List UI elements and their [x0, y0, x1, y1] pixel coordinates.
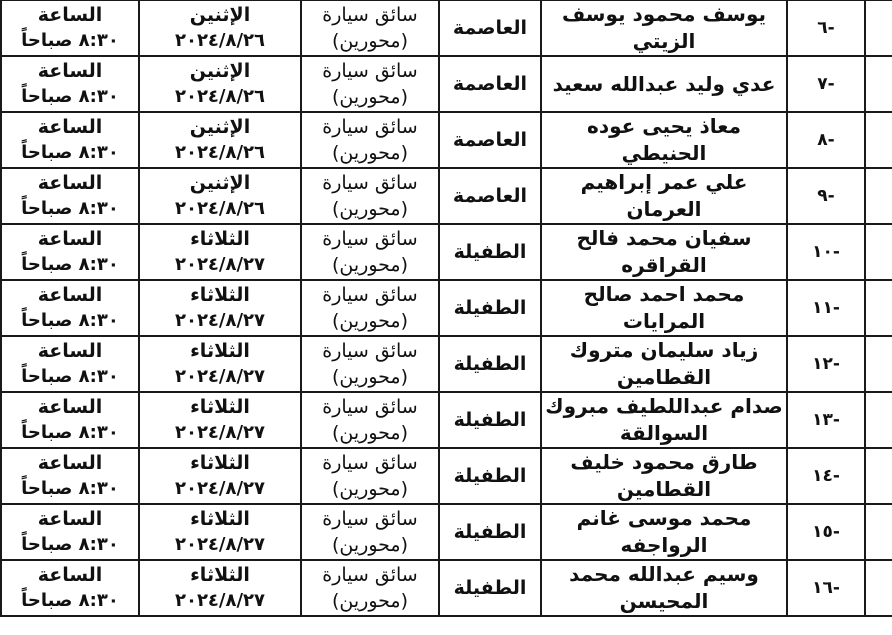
- interview-time-cell: [1, 168, 139, 224]
- interview-time-value: ٨:٣٠ صباحاً: [21, 254, 119, 275]
- job-title-cell: [301, 504, 439, 560]
- table-row: [1, 280, 892, 336]
- row-gutter-cell: [865, 448, 892, 504]
- governorate-cell: العاصمة: [439, 0, 541, 56]
- interview-time-value: ٨:٣٠ صباحاً: [21, 86, 119, 107]
- job-title-line-2: (محورين): [332, 590, 409, 612]
- table-row: [1, 224, 892, 280]
- governorate-cell: الطفيلة: [439, 336, 541, 392]
- serial-number-cell: -١٢: [787, 336, 865, 392]
- interview-time-value: ٨:٣٠ صباحاً: [21, 422, 119, 443]
- job-title-cell: [301, 448, 439, 504]
- interview-time-label: الساعة: [37, 340, 103, 362]
- interview-time-cell: [1, 336, 139, 392]
- candidate-name-cell: طارق محمود خليف القطامين: [541, 448, 787, 504]
- job-title-cell: [301, 0, 439, 56]
- interview-date: ٢٠٢٤/٨/٢٧: [174, 422, 266, 443]
- roster-table-body: [1, 0, 892, 616]
- interview-time-cell: [1, 392, 139, 448]
- interview-date-cell: [139, 280, 301, 336]
- job-title-cell: [301, 168, 439, 224]
- interview-day: الثلاثاء: [190, 284, 250, 306]
- interview-time-label: الساعة: [37, 396, 103, 418]
- interview-time-value: ٨:٣٠ صباحاً: [21, 534, 119, 555]
- interview-time-cell: [1, 224, 139, 280]
- serial-number-cell: -١٦: [787, 560, 865, 616]
- candidate-name-cell: زياد سليمان متروك القطامين: [541, 336, 787, 392]
- job-title-cell: [301, 560, 439, 616]
- interview-day: الثلاثاء: [190, 452, 250, 474]
- governorate-cell: الطفيلة: [439, 280, 541, 336]
- serial-number-cell: -٨: [787, 112, 865, 168]
- interview-day: الإثنين: [189, 116, 251, 138]
- job-title-line-2: (محورين): [332, 86, 409, 108]
- interview-date-cell: [139, 336, 301, 392]
- interview-date: ٢٠٢٤/٨/٢٧: [174, 310, 266, 331]
- interview-date-cell: [139, 0, 301, 56]
- candidate-name-cell: محمد موسى غانم الرواجفه: [541, 504, 787, 560]
- candidate-name-cell: محمد احمد صالح المرايات: [541, 280, 787, 336]
- job-title-line-2: (محورين): [332, 30, 409, 52]
- job-title-line-2: (محورين): [332, 366, 409, 388]
- interview-date-cell: [139, 560, 301, 616]
- interview-date: ٢٠٢٤/٨/٢٦: [174, 142, 266, 163]
- interview-date-cell: [139, 504, 301, 560]
- interview-time-value: ٨:٣٠ صباحاً: [21, 310, 119, 331]
- job-title-line-1: سائق سيارة: [322, 452, 418, 474]
- table-row: [1, 112, 892, 168]
- interview-date: ٢٠٢٤/٨/٢٧: [174, 366, 266, 387]
- serial-number-cell: -١١: [787, 280, 865, 336]
- interview-date: ٢٠٢٤/٨/٢٦: [174, 198, 266, 219]
- interview-time-cell: [1, 112, 139, 168]
- row-gutter-cell: [865, 392, 892, 448]
- job-title-line-1: سائق سيارة: [322, 564, 418, 586]
- job-title-line-1: سائق سيارة: [322, 396, 418, 418]
- job-title-cell: [301, 112, 439, 168]
- table-row: [1, 168, 892, 224]
- table-row: [1, 56, 892, 112]
- interview-time-label: الساعة: [37, 508, 103, 530]
- interview-time-cell: [1, 448, 139, 504]
- table-row: [1, 560, 892, 616]
- interview-date-cell: [139, 224, 301, 280]
- job-title-line-2: (محورين): [332, 142, 409, 164]
- row-gutter-cell: [865, 280, 892, 336]
- interview-time-value: ٨:٣٠ صباحاً: [21, 142, 119, 163]
- job-title-line-2: (محورين): [332, 422, 409, 444]
- interview-date-cell: [139, 168, 301, 224]
- serial-number-cell: -٩: [787, 168, 865, 224]
- table-row: [1, 392, 892, 448]
- row-gutter-cell: [865, 168, 892, 224]
- interview-time-cell: [1, 560, 139, 616]
- job-title-cell: [301, 336, 439, 392]
- job-title-line-1: سائق سيارة: [322, 60, 418, 82]
- interview-day: الثلاثاء: [190, 564, 250, 586]
- interview-time-value: ٨:٣٠ صباحاً: [21, 30, 119, 51]
- candidate-name-cell: يوسف محمود يوسف الزيتي: [541, 0, 787, 56]
- interview-time-label: الساعة: [37, 4, 103, 26]
- job-title-cell: [301, 280, 439, 336]
- candidate-name-cell: صدام عبداللطيف مبروك السوالقة: [541, 392, 787, 448]
- candidate-name-cell: عدي وليد عبدالله سعيد: [541, 56, 787, 112]
- serial-number-cell: -١٠: [787, 224, 865, 280]
- serial-number-cell: -١٣: [787, 392, 865, 448]
- interview-day: الثلاثاء: [190, 508, 250, 530]
- interview-time-cell: [1, 0, 139, 56]
- row-gutter-cell: [865, 56, 892, 112]
- job-title-line-1: سائق سيارة: [322, 284, 418, 306]
- row-gutter-cell: [865, 560, 892, 616]
- row-gutter-cell: [865, 504, 892, 560]
- interview-date: ٢٠٢٤/٨/٢٦: [174, 86, 266, 107]
- governorate-cell: العاصمة: [439, 56, 541, 112]
- row-gutter-cell: [865, 224, 892, 280]
- row-gutter-cell: [865, 0, 892, 56]
- governorate-cell: الطفيلة: [439, 560, 541, 616]
- governorate-cell: الطفيلة: [439, 504, 541, 560]
- serial-number-cell: -٧: [787, 56, 865, 112]
- job-title-line-1: سائق سيارة: [322, 116, 418, 138]
- job-title-line-1: سائق سيارة: [322, 508, 418, 530]
- row-gutter-cell: [865, 112, 892, 168]
- interview-day: الإثنين: [189, 60, 251, 82]
- interview-time-cell: [1, 56, 139, 112]
- governorate-cell: الطفيلة: [439, 392, 541, 448]
- interview-time-value: ٨:٣٠ صباحاً: [21, 198, 119, 219]
- row-gutter-cell: [865, 336, 892, 392]
- job-title-line-2: (محورين): [332, 534, 409, 556]
- candidate-name-cell: سفيان محمد فالح القراقره: [541, 224, 787, 280]
- interview-time-cell: [1, 504, 139, 560]
- interview-day: الثلاثاء: [190, 228, 250, 250]
- job-title-line-2: (محورين): [332, 254, 409, 276]
- interview-time-label: الساعة: [37, 116, 103, 138]
- governorate-cell: العاصمة: [439, 168, 541, 224]
- job-title-line-2: (محورين): [332, 198, 409, 220]
- interview-time-label: الساعة: [37, 284, 103, 306]
- job-title-line-2: (محورين): [332, 310, 409, 332]
- table-row: [1, 336, 892, 392]
- interview-date: ٢٠٢٤/٨/٢٧: [174, 590, 266, 611]
- job-title-line-1: سائق سيارة: [322, 340, 418, 362]
- job-title-line-1: سائق سيارة: [322, 228, 418, 250]
- interview-day: الإثنين: [189, 4, 251, 26]
- candidate-name-cell: علي عمر إبراهيم العرمان: [541, 168, 787, 224]
- interview-day: الثلاثاء: [190, 340, 250, 362]
- interview-day: الإثنين: [189, 172, 251, 194]
- interview-time-value: ٨:٣٠ صباحاً: [21, 478, 119, 499]
- job-title-line-2: (محورين): [332, 478, 409, 500]
- job-title-line-1: سائق سيارة: [322, 172, 418, 194]
- candidate-name-cell: وسيم عبدالله محمد المحيسن: [541, 560, 787, 616]
- table-row: [1, 504, 892, 560]
- candidate-name-cell: معاذ يحيى عوده الحنيطي: [541, 112, 787, 168]
- serial-number-cell: -١٤: [787, 448, 865, 504]
- governorate-cell: العاصمة: [439, 112, 541, 168]
- job-title-cell: [301, 56, 439, 112]
- table-row: [1, 448, 892, 504]
- governorate-cell: الطفيلة: [439, 224, 541, 280]
- interview-date: ٢٠٢٤/٨/٢٦: [174, 30, 266, 51]
- interview-date-cell: [139, 448, 301, 504]
- job-title-cell: [301, 224, 439, 280]
- interview-time-label: الساعة: [37, 172, 103, 194]
- table-row: [1, 0, 892, 56]
- job-title-cell: [301, 392, 439, 448]
- interview-time-label: الساعة: [37, 564, 103, 586]
- interview-date-cell: [139, 112, 301, 168]
- job-title-line-1: سائق سيارة: [322, 4, 418, 26]
- interview-time-value: ٨:٣٠ صباحاً: [21, 590, 119, 611]
- interview-time-label: الساعة: [37, 452, 103, 474]
- interview-time-cell: [1, 280, 139, 336]
- interview-date: ٢٠٢٤/٨/٢٧: [174, 478, 266, 499]
- interview-date: ٢٠٢٤/٨/٢٧: [174, 534, 266, 555]
- interview-time-label: الساعة: [37, 228, 103, 250]
- interview-date-cell: [139, 392, 301, 448]
- interview-day: الثلاثاء: [190, 396, 250, 418]
- governorate-cell: الطفيلة: [439, 448, 541, 504]
- interview-time-value: ٨:٣٠ صباحاً: [21, 366, 119, 387]
- serial-number-cell: -١٥: [787, 504, 865, 560]
- interview-date-cell: [139, 56, 301, 112]
- serial-number-cell: -٦: [787, 0, 865, 56]
- interview-date: ٢٠٢٤/٨/٢٧: [174, 254, 266, 275]
- interview-time-label: الساعة: [37, 60, 103, 82]
